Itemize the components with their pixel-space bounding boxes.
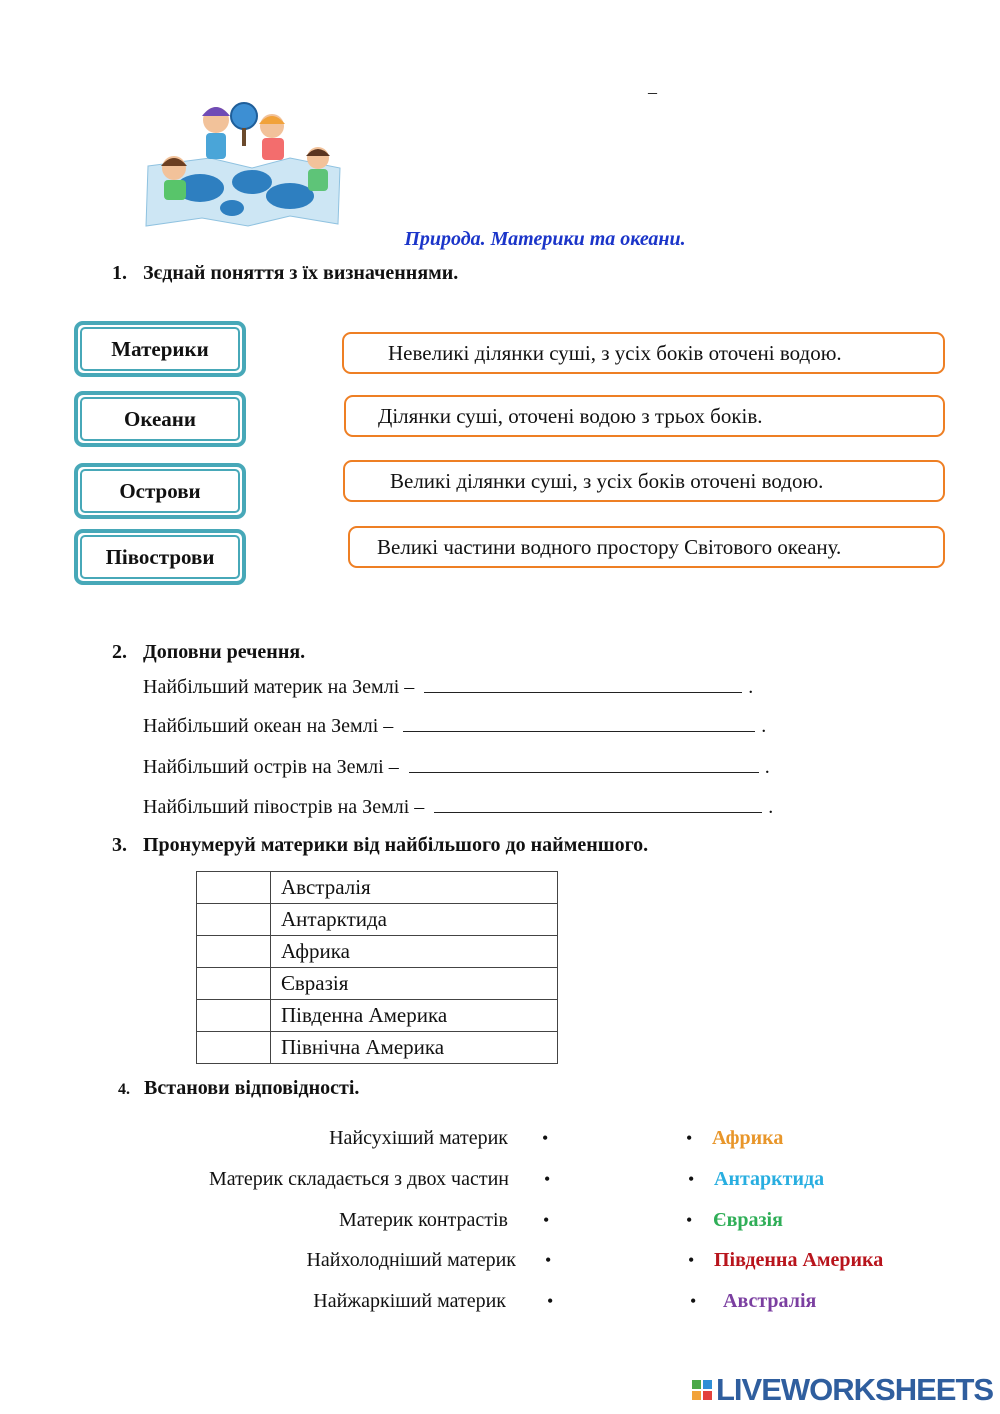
task2-heading bbox=[112, 641, 305, 664]
liveworksheets-logo bbox=[692, 1372, 993, 1408]
term-label: Океани bbox=[80, 397, 240, 441]
task1-title: Зєднай поняття з їх визначеннями. bbox=[143, 262, 459, 284]
term-label: Острови bbox=[80, 469, 240, 513]
task1-number: 1. bbox=[112, 262, 127, 284]
definition-text: Ділянки суші, оточені водою з трьох боків. bbox=[378, 403, 763, 428]
table-row bbox=[197, 936, 558, 968]
continent-name: Африка bbox=[271, 936, 558, 968]
rank-input-cell[interactable] bbox=[197, 872, 271, 904]
term-box-oceans[interactable] bbox=[74, 391, 246, 447]
continent-name: Антарктида bbox=[271, 904, 558, 936]
match-dot-left[interactable]: • bbox=[544, 1169, 551, 1189]
definition-box-2[interactable] bbox=[344, 395, 945, 437]
rank-input-cell[interactable] bbox=[197, 936, 271, 968]
sentence-row bbox=[143, 674, 753, 699]
task3-heading bbox=[112, 834, 648, 857]
continent-order-table bbox=[196, 871, 558, 1064]
match-dot-right[interactable]: • bbox=[688, 1250, 695, 1270]
match-dot-right[interactable]: • bbox=[690, 1291, 697, 1311]
match-dot-right[interactable]: • bbox=[686, 1210, 693, 1230]
sentence-row bbox=[143, 794, 773, 819]
sentence-text: Найбільший океан на Землі – bbox=[143, 715, 394, 737]
sentence-end: . bbox=[748, 676, 754, 698]
match-right-item: Антарктида bbox=[714, 1168, 825, 1190]
term-label: Материки bbox=[80, 327, 240, 371]
table-row bbox=[197, 872, 558, 904]
match-right-item: Євразія bbox=[713, 1209, 783, 1231]
term-box-continents[interactable] bbox=[74, 321, 246, 377]
sentence-text: Найбільший острів на Землі – bbox=[143, 756, 399, 778]
continent-name: Південна Америка bbox=[271, 1000, 558, 1032]
table-row bbox=[197, 1000, 558, 1032]
sentence-end: . bbox=[761, 715, 767, 737]
match-left-item: Материк контрастів bbox=[338, 1209, 508, 1231]
match-right-item: Південна Америка bbox=[714, 1249, 884, 1271]
answer-blank[interactable] bbox=[409, 754, 759, 773]
definition-text: Великі ділянки суші, з усіх боків оточені водою. bbox=[390, 468, 824, 493]
definition-box-4[interactable] bbox=[348, 526, 945, 568]
term-box-islands[interactable] bbox=[74, 463, 246, 519]
term-box-peninsulas[interactable] bbox=[74, 529, 246, 585]
task1-heading bbox=[112, 262, 458, 285]
rank-input-cell[interactable] bbox=[197, 1000, 271, 1032]
task3-number: 3. bbox=[112, 834, 127, 856]
sentence-text: Найбільший півострів на Землі – bbox=[143, 796, 425, 818]
answer-blank[interactable] bbox=[403, 713, 755, 732]
task2-number: 2. bbox=[112, 641, 127, 663]
sentence-text: Найбільший материк на Землі – bbox=[143, 676, 415, 698]
match-dot-left[interactable]: • bbox=[543, 1210, 550, 1230]
sentence-end: . bbox=[768, 796, 774, 818]
match-dot-left[interactable]: • bbox=[545, 1250, 552, 1270]
liveworksheets-mark-icon bbox=[692, 1380, 712, 1400]
sentence-row bbox=[143, 754, 770, 779]
task4-heading bbox=[118, 1077, 359, 1100]
definition-text: Великі частини водного простору Світового океану. bbox=[377, 534, 842, 559]
continent-name: Північна Америка bbox=[271, 1032, 558, 1064]
continent-name: Австралія bbox=[271, 872, 558, 904]
table-row bbox=[197, 1032, 558, 1064]
match-dot-left[interactable]: • bbox=[542, 1128, 549, 1148]
match-right-item: Африка bbox=[712, 1127, 784, 1149]
match-dot-right[interactable]: • bbox=[688, 1169, 695, 1189]
task2-title: Доповни речення. bbox=[143, 641, 306, 663]
rank-input-cell[interactable] bbox=[197, 904, 271, 936]
definition-text: Невеликі ділянки суші, з усіх боків оточені водою. bbox=[388, 340, 842, 365]
match-dot-left[interactable]: • bbox=[547, 1291, 554, 1311]
rank-input-cell[interactable] bbox=[197, 968, 271, 1000]
task4-number: 4. bbox=[118, 1081, 130, 1098]
task4-title: Встанови відповідності. bbox=[144, 1077, 360, 1099]
answer-blank[interactable] bbox=[424, 674, 742, 693]
sentence-end: . bbox=[764, 756, 770, 778]
match-left-item: Найжаркіший материк bbox=[313, 1290, 506, 1312]
logo-text: LIVEWORKSHEETS bbox=[716, 1372, 994, 1407]
page-title: Природа. Материки та океани. bbox=[404, 228, 686, 250]
match-left-item: Найхолодніший материк bbox=[306, 1249, 516, 1271]
definition-box-1[interactable] bbox=[342, 332, 945, 374]
rank-input-cell[interactable] bbox=[197, 1032, 271, 1064]
match-dot-right[interactable]: • bbox=[686, 1128, 693, 1148]
table-row bbox=[197, 968, 558, 1000]
answer-blank[interactable] bbox=[434, 794, 762, 813]
kids-world-map-illustration bbox=[140, 96, 350, 231]
continent-name: Євразія bbox=[271, 968, 558, 1000]
header-dash: – bbox=[648, 82, 657, 102]
match-left-item: Материк складається з двох частин bbox=[208, 1168, 509, 1190]
match-right-item: Австралія bbox=[723, 1290, 817, 1312]
term-label: Півострови bbox=[80, 535, 240, 579]
definition-box-3[interactable] bbox=[343, 460, 945, 502]
table-row bbox=[197, 904, 558, 936]
task3-title: Пронумеруй материки від найбільшого до найменшого. bbox=[143, 834, 649, 856]
sentence-row bbox=[143, 713, 766, 738]
match-left-item: Найсухіший материк bbox=[329, 1127, 508, 1149]
